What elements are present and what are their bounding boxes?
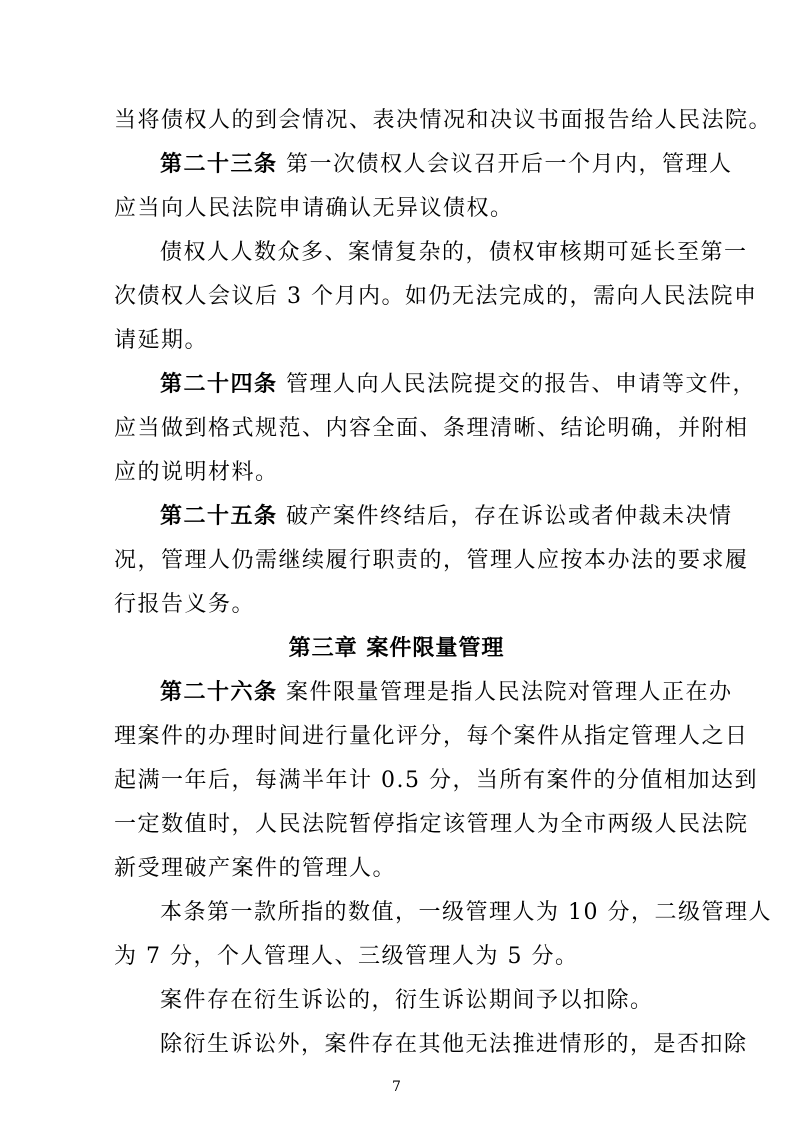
article-24-line-3: 应的说明材料。	[114, 460, 279, 485]
article-26-para2-line-1: 本条第一款所指的数值，一级管理人为 10 分，二级管理人	[160, 900, 772, 925]
article-23-para2-line-2: 次债权人会议后 3 个月内。如仍无法完成的，需向人民法院申	[114, 284, 758, 309]
article-26-para3: 案件存在衍生诉讼的，衍生诉讼期间予以扣除。	[160, 988, 654, 1013]
article-23-para2-line-3: 请延期。	[114, 328, 209, 353]
article-26-heading: 第二十六条	[160, 680, 278, 705]
article-24-line-2: 应当做到格式规范、内容全面、条理清晰、结论明确，并附相	[114, 416, 749, 441]
chapter-3-title: 第三章 案件限量管理	[288, 636, 505, 661]
article-25-heading: 第二十五条	[160, 504, 278, 529]
article-23-text: 第一次债权人会议召开后一个月内，管理人	[277, 152, 733, 177]
article-26-para2-line-2: 为 7 分，个人管理人、三级管理人为 5 分。	[114, 944, 579, 969]
article-26-line-3: 起满一年后，每满半年计 0.5 分，当所有案件的分值相加达到	[114, 768, 758, 793]
article-26-text: 案件限量管理是指人民法院对管理人正在办	[277, 680, 733, 705]
article-23-line-2: 应当向人民法院申请确认无异议债权。	[114, 196, 514, 221]
article-26-line-2: 理案件的办理时间进行量化评分，每个案件从指定管理人之日	[114, 724, 749, 749]
article-24-heading: 第二十四条	[160, 372, 278, 397]
article-23-heading: 第二十三条	[160, 152, 278, 177]
article-26-line-5: 新受理破产案件的管理人。	[114, 856, 397, 881]
article-25-line-1	[160, 502, 733, 532]
article-25-line-3: 行报告义务。	[114, 592, 256, 617]
article-26-para4-line-1: 除衍生诉讼外，案件存在其他无法推进情形的，是否扣除	[160, 1032, 748, 1057]
article-24-text: 管理人向人民法院提交的报告、申请等文件，	[277, 372, 757, 397]
article-23-para2-line-1: 债权人人数众多、案情复杂的，债权审核期可延长至第一	[160, 240, 748, 265]
article-26-line-1	[160, 678, 733, 708]
article-23-line-1	[160, 150, 733, 180]
article-24-line-1	[160, 370, 757, 400]
page-number: 7	[392, 1079, 401, 1095]
article-26-line-4: 一定数值时，人民法院暂停指定该管理人为全市两级人民法院	[114, 812, 749, 837]
article-25-text: 破产案件终结后，存在诉讼或者仲裁未决情	[277, 504, 733, 529]
article-25-line-2: 况，管理人仍需继续履行职责的，管理人应按本办法的要求履	[114, 548, 749, 573]
paragraph-continuation: 当将债权人的到会情况、表决情况和决议书面报告给人民法院。	[114, 108, 773, 133]
